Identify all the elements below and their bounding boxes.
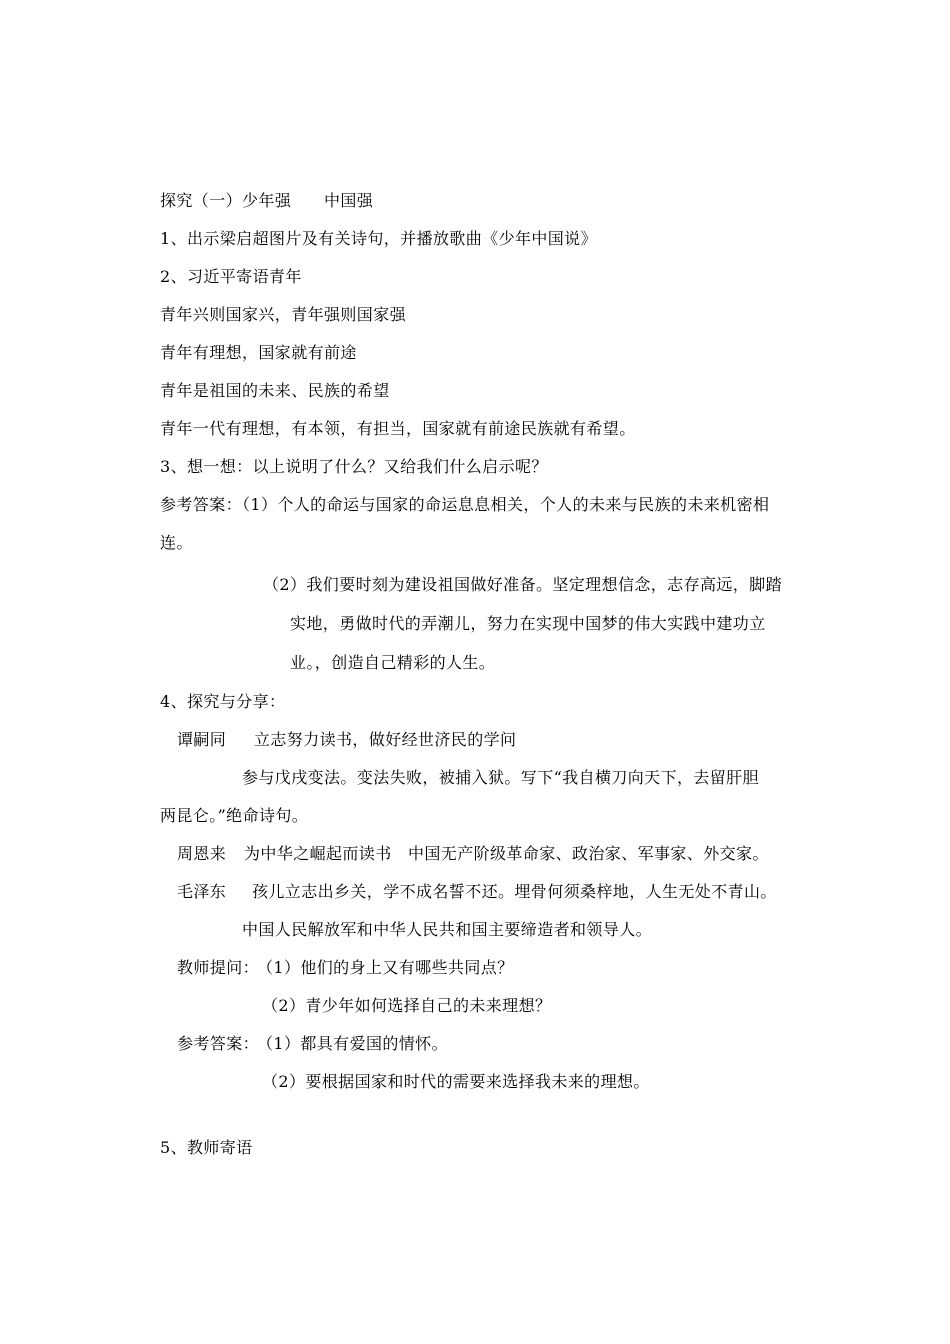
section-heading: 探究（一）少年强 中国强 xyxy=(160,191,374,210)
item-2: 2、习近平寄语青年 xyxy=(160,267,302,286)
person-name-mao: 毛泽东 xyxy=(177,882,227,901)
person-text-zhou: 为中华之崛起而读书 中国无产阶级革命家、政治家、军事家、外交家。 xyxy=(244,844,769,863)
answer-1-line: 连。 xyxy=(160,533,193,552)
item-3: 3、想一想：以上说明了什么？又给我们什么启示呢？ xyxy=(160,457,548,476)
reference-answer-line: （1）都具有爱国的情怀。 xyxy=(257,1034,448,1053)
quote-line: 青年一代有理想，有本领，有担当，国家就有前途民族就有希望。 xyxy=(160,419,636,438)
quote-line: 青年有理想，国家就有前途 xyxy=(160,343,357,362)
question-line: （1）他们的身上又有哪些共同点？ xyxy=(257,958,514,977)
item-4: 4、探究与分享： xyxy=(160,692,286,711)
answer-1-line: 参考答案：（1）个人的命运与国家的命运息息相关，个人的未来与民族的未来机密相 xyxy=(160,495,770,514)
person-text-mao: 中国人民解放军和中华人民共和国主要缔造者和领导人。 xyxy=(242,920,653,939)
reference-answer-line: （2）要根据国家和时代的需要来选择我未来的理想。 xyxy=(262,1072,650,1091)
quote-line: 青年是祖国的未来、民族的希望 xyxy=(160,381,390,400)
person-text-tan: 立志努力读书，做好经世济民的学问 xyxy=(254,730,517,749)
person-name-zhou: 周恩来 xyxy=(177,844,227,863)
reference-answer-label: 参考答案： xyxy=(177,1034,260,1053)
quote-line: 青年兴则国家兴，青年强则国家强 xyxy=(160,305,407,324)
person-text-tan: 两昆仑。”绝命诗句。 xyxy=(160,806,309,825)
person-text-mao: 孩儿立志出乡关，学不成名誓不还。埋骨何须桑梓地，人生无处不青山。 xyxy=(252,882,777,901)
person-text-tan: 参与戊戌变法。变法失败，被捕入狱。写下“我自横刀向天下，去留肝胆 xyxy=(242,768,759,787)
question-line: （2）青少年如何选择自己的未来理想？ xyxy=(262,996,552,1015)
answer-2-line: 业。，创造自己精彩的人生。 xyxy=(290,653,496,672)
item-1: 1、出示梁启超图片及有关诗句，并播放歌曲《少年中国说》 xyxy=(160,229,597,248)
answer-2-line: 实地，勇做时代的弄潮儿，努力在实现中国梦的伟大实践中建功立 xyxy=(290,614,766,633)
answer-2-line: （2）我们要时刻为建设祖国做好准备。坚定理想信念，志存高远，脚踏 xyxy=(263,575,782,594)
item-5: 5、教师寄语 xyxy=(160,1138,253,1157)
person-name-tan: 谭嗣同 xyxy=(177,730,227,749)
question-label: 教师提问： xyxy=(177,958,260,977)
